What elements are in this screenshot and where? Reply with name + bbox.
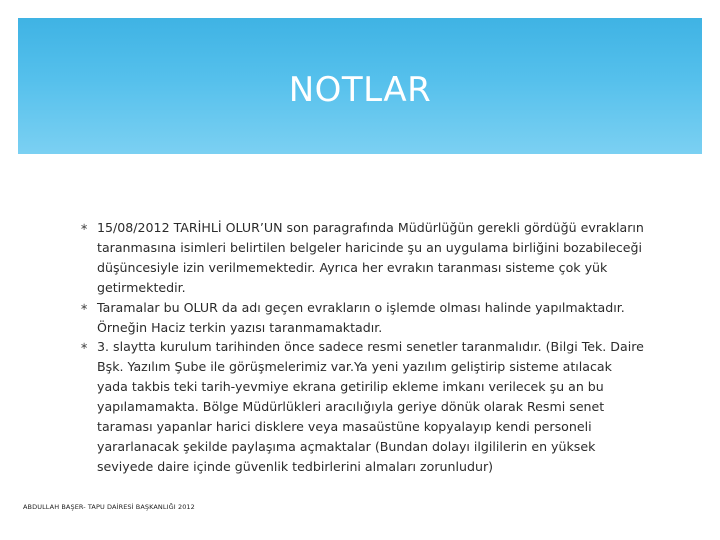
note-item — [80, 337, 645, 476]
note-text: 15/08/2012 TARİHLİ OLUR’UN son paragrafında Müdürlüğün gerekli gördüğü evrakların taranmasına isimleri belirtilen belgeler haricinde şu an uygulama birliğini bozabileceği düşüncesiyle izin verilmemektedir. Ayrıca her evrakın taranması sisteme çok yük getirmektedir. — [97, 220, 644, 295]
asterisk-bullet-icon: ∗ — [80, 341, 89, 353]
note-text: 3. slaytta kurulum tarihinden önce sadece resmi senetler taranmalıdır. (Bilgi Tek. Daire Bşk. Yazılım Şube ile görüşmelerimiz var.Ya yeni yazılım geliştirip sisteme atılacak yada takbis teki tarih-yevmiye ekrana getirilip ekleme imkanı verilecek şu an bu yapılamamakta. Bölge Müdürlükleri aracılığıyla geriye dönük olarak Resmi senet taraması yapanlar harici disklere veya masaüstüne kopyalayıp kendi personeli yararlanacak şekilde paylaşıma açmaktalar (Bundan dolayı ilgililerin en yüksek seviyede daire içinde güvenlik tedbirlerini almaları zorunludur) — [97, 339, 644, 474]
note-item — [80, 218, 645, 298]
title-band — [18, 18, 702, 154]
note-item — [80, 298, 645, 338]
slide-title: NOTLAR — [288, 70, 432, 110]
note-text: Taramalar bu OLUR da adı geçen evrakların o işlemde olması halinde yapılmaktadır. Örneğin Haciz terkin yazısı taranmamaktadır. — [97, 299, 625, 335]
slide-footer: ABDULLAH BAŞER- TAPU DAİRESİ BAŞKANLIĞI 2012 — [23, 503, 195, 511]
notes-list — [80, 218, 645, 477]
asterisk-bullet-icon: ∗ — [80, 222, 89, 233]
asterisk-bullet-icon: ∗ — [80, 301, 89, 313]
